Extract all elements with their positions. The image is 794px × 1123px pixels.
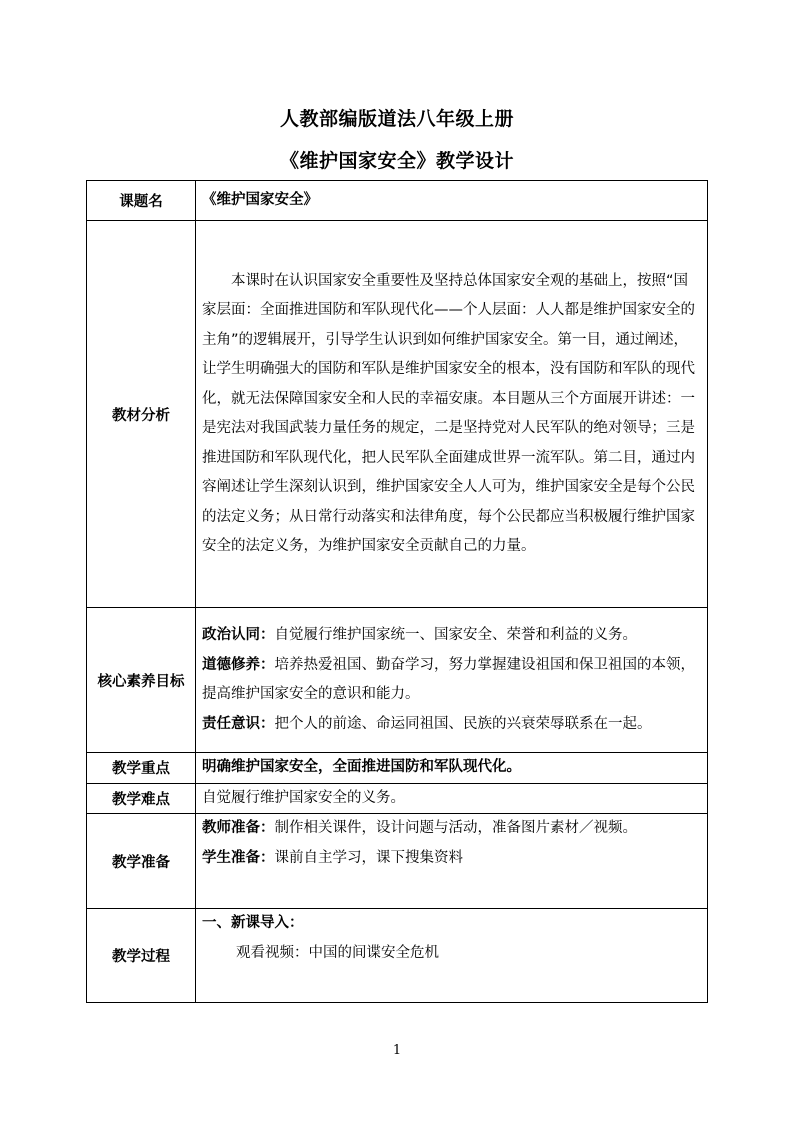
prep-value: 制作相关课件，设计问题与活动，准备图片素材／视频。 xyxy=(274,820,637,836)
goals-cell xyxy=(196,608,708,753)
page-number: 1 xyxy=(392,1043,402,1058)
process-line: 观看视频：中国的间谍安全危机 xyxy=(236,944,439,961)
goals-label: 核心素养目标 xyxy=(87,608,196,753)
table-row-topic xyxy=(87,181,708,221)
topic-label: 课题名 xyxy=(87,181,196,221)
goal-moral xyxy=(202,651,701,710)
process-heading: 一、新课导入： xyxy=(202,915,304,931)
key-value: 明确维护国家安全，全面推进国防和军队现代化。 xyxy=(196,753,708,784)
process-cell xyxy=(196,909,708,1003)
prep-key: 学生准备： xyxy=(202,849,275,866)
prep-value: 课前自主学习，课下搜集资料 xyxy=(274,849,463,866)
goal-value: 把个人的前途、命运同祖国、民族的兴衰荣辱联系在一起。 xyxy=(274,715,652,732)
goal-responsibility xyxy=(202,710,701,740)
prep-cell xyxy=(196,814,708,909)
goal-political xyxy=(202,621,701,651)
topic-value: 《维护国家安全》 xyxy=(196,181,708,221)
table-row-process xyxy=(87,909,708,1003)
analysis-label: 教材分析 xyxy=(87,221,196,608)
prep-key: 教师准备： xyxy=(202,820,275,836)
goal-key: 道德修养： xyxy=(202,656,275,673)
analysis-text: 本课时在认识国家安全重要性及坚持总体国家安全观的基础上，按照“国家层面：全面推进国防和军队现代化——个人层面：人人都是维护国家安全的主角”的逻辑展开，引导学生认识到如何维护国家安全。第一目，通过阐述，让学生明确强大的国防和军队是维护国家安全的根本，没有国防和军队的现代化，就无法保障国家安全和人民的幸福安康。本目题从三个方面展开讲述：一是宪法对我国武装力量任务的规定，二是坚持党对人民军队的绝对领导；三是推进国防和军队现代化，把人民军队全面建成世界一流军队。第二目，通过内容阐述让学生深刻认识到，维护国家安全人人可为，维护国家安全是每个公民的法定义务；从日常行动落实和法律角度，每个公民都应当积极履行维护国家安全的法定义务，为维护国家安全贡献自己的力量。 xyxy=(202,272,695,554)
analysis-cell xyxy=(196,221,708,608)
key-label: 教学重点 xyxy=(87,753,196,784)
table-row-analysis xyxy=(87,221,708,608)
table-row-preparation xyxy=(87,814,708,909)
goal-value: 培养热爱祖国、勤奋学习，努力掌握建设祖国和保卫祖国的本领，提高维护国家安全的意识和能力。 xyxy=(202,656,695,702)
difficult-label: 教学难点 xyxy=(87,783,196,814)
process-label: 教学过程 xyxy=(87,909,196,1003)
prep-teacher xyxy=(202,814,701,844)
document-subtitle: 《维护国家安全》教学设计 xyxy=(279,150,514,172)
lesson-plan-table xyxy=(86,180,708,1003)
goal-key: 责任意识： xyxy=(202,715,275,732)
document-title: 人教部编版道法八年级上册 xyxy=(279,108,514,130)
table-row-key-point xyxy=(87,753,708,784)
prep-label: 教学准备 xyxy=(87,814,196,909)
table-row-goals xyxy=(87,608,708,753)
prep-student xyxy=(202,844,701,874)
goal-value: 自觉履行维护国家统一、国家安全、荣誉和利益的义务。 xyxy=(274,627,637,643)
table-row-difficulty xyxy=(87,783,708,814)
goal-key: 政治认同： xyxy=(202,627,275,643)
difficult-value: 自觉履行维护国家安全的义务。 xyxy=(196,783,708,814)
